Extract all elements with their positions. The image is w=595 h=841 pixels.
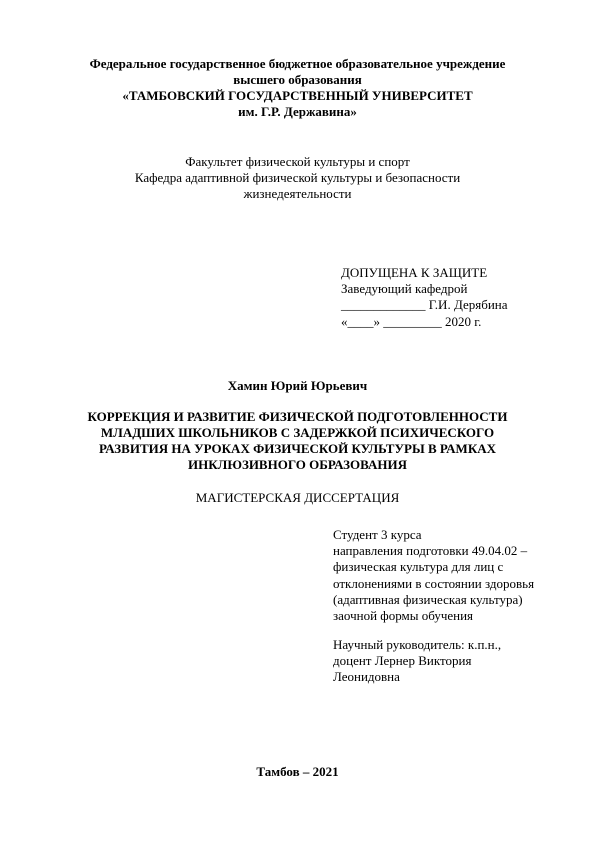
author-name: Хамин Юрий Юрьевич [227, 378, 368, 393]
approval-date-line: «____» _________ 2020 г. [341, 313, 482, 329]
faculty-line-1: Факультет физической культуры и спорт [185, 154, 410, 169]
supervisor-line-3: Леонидовна [333, 669, 400, 685]
student-line-6: заочной формы обучения [333, 608, 474, 624]
thesis-title-line-3: РАЗВИТИЯ НА УРОКАХ ФИЗИЧЕСКОЙ КУЛЬТУРЫ В РАМКАХ [98, 441, 497, 456]
supervisor-line-1: Научный руководитель: к.п.н., [333, 637, 502, 652]
org-line-2: высшего образования [233, 72, 362, 87]
approval-signature-line: _____________ Г.И. Дерябина [341, 297, 508, 313]
student-line-4: отклонениями в состоянии здоровья [333, 575, 535, 591]
thesis-title-line-1: КОРРЕКЦИЯ И РАЗВИТИЕ ФИЗИЧЕСКОЙ ПОДГОТОВЛЕННОСТИ [87, 409, 508, 424]
thesis-title-line-2: МЛАДШИХ ШКОЛЬНИКОВ С ЗАДЕРЖКОЙ ПСИХИЧЕСКОГО [100, 425, 495, 440]
faculty-line-3: жизнедеятельности [243, 186, 352, 201]
university-name-line-2: им. Г.Р. Державина» [238, 104, 357, 119]
student-line-5: (адаптивная физическая культура) [333, 591, 523, 607]
org-line-1: Федеральное государственное бюджетное образовательное учреждение [89, 56, 506, 71]
city-year: Тамбов – 2021 [256, 764, 339, 779]
supervisor-line-2: доцент Лернер Виктория [333, 653, 472, 669]
approval-block [341, 265, 508, 330]
thesis-title-line-4: ИНКЛЮЗИВНОГО ОБРАЗОВАНИЯ [187, 457, 408, 472]
student-block [333, 527, 534, 624]
approval-heading: ДОПУЩЕНА К ЗАЩИТЕ [341, 265, 488, 280]
student-line-3: физическая культура для лиц с [333, 559, 504, 575]
faculty-line-2: Кафедра адаптивной физической культуры и безопасности [134, 170, 461, 185]
student-line-2: направления подготовки 49.04.02 – [333, 543, 528, 559]
university-name-line-1: «ТАМБОВСКИЙ ГОСУДАРСТВЕННЫЙ УНИВЕРСИТЕТ [122, 88, 473, 103]
work-type: МАГИСТЕРСКАЯ ДИССЕРТАЦИЯ [195, 490, 400, 505]
student-line-1: Студент 3 курса [333, 527, 422, 542]
approval-head-of-department: Заведующий кафедрой [341, 281, 468, 297]
supervisor-block [333, 637, 501, 686]
